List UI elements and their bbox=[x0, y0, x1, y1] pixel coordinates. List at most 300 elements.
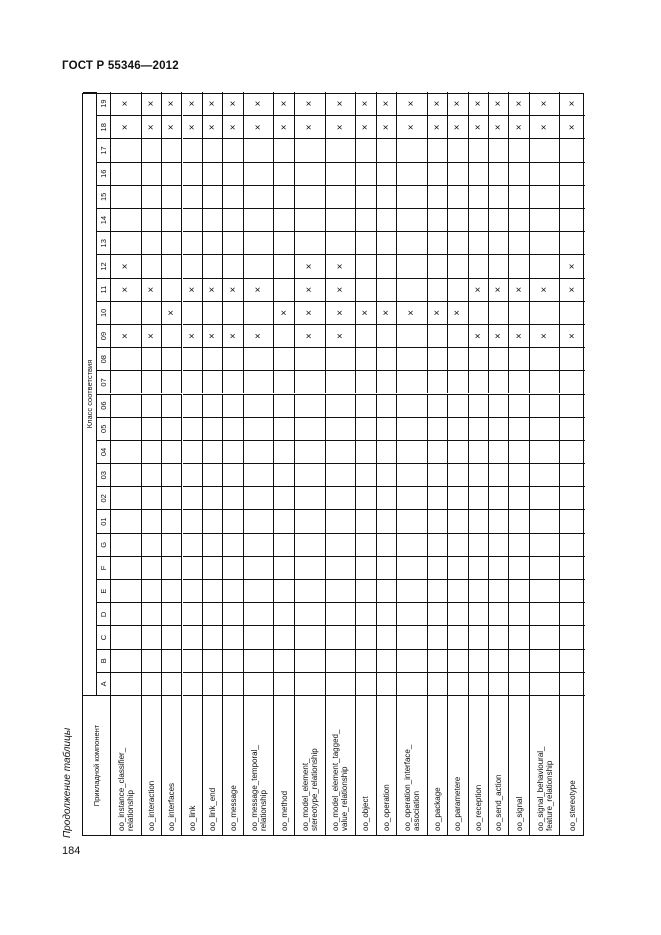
table-cell bbox=[509, 556, 529, 579]
table-cell bbox=[111, 440, 142, 463]
table-cell bbox=[223, 672, 243, 695]
table-cell bbox=[509, 231, 529, 254]
table-cell bbox=[183, 649, 203, 672]
table-cell bbox=[428, 509, 448, 532]
conformance-mark: × bbox=[227, 286, 239, 293]
table-cell bbox=[560, 185, 585, 208]
conformance-mark: × bbox=[406, 124, 418, 131]
component-cell: oo_operation_interface_ association bbox=[397, 695, 428, 835]
table-continuation-note: Продолжение таблицы bbox=[62, 727, 73, 838]
column-header-12: 12 bbox=[97, 254, 111, 277]
table-cell bbox=[183, 602, 203, 625]
column-header-B: B bbox=[97, 649, 111, 672]
table-cell bbox=[377, 602, 397, 625]
component-cell: oo_parametere bbox=[448, 695, 468, 835]
table-cell bbox=[469, 625, 489, 648]
conformance-mark: × bbox=[145, 100, 157, 107]
table-cell bbox=[326, 231, 357, 254]
table-cell bbox=[356, 440, 376, 463]
table-cell bbox=[509, 185, 529, 208]
table-cell bbox=[489, 208, 509, 231]
table-cell bbox=[377, 440, 397, 463]
table-cell bbox=[326, 254, 357, 277]
table-cell bbox=[469, 138, 489, 161]
table-cell bbox=[142, 602, 162, 625]
component-cell: oo_interaction bbox=[142, 695, 162, 835]
table-cell bbox=[560, 301, 585, 324]
conformance-mark: × bbox=[380, 309, 392, 316]
table-cell bbox=[489, 486, 509, 509]
conformance-mark: × bbox=[166, 309, 178, 316]
table-cell bbox=[111, 579, 142, 602]
table-cell bbox=[489, 278, 509, 301]
table-cell bbox=[489, 370, 509, 393]
table-cell bbox=[295, 278, 326, 301]
column-header-13: 13 bbox=[97, 231, 111, 254]
table-cell bbox=[356, 463, 376, 486]
table-cell bbox=[295, 509, 326, 532]
table-cell bbox=[111, 394, 142, 417]
conformance-mark: × bbox=[278, 100, 290, 107]
table-cell bbox=[244, 138, 275, 161]
table-cell bbox=[509, 486, 529, 509]
table-cell bbox=[295, 486, 326, 509]
conformance-mark: × bbox=[334, 309, 346, 316]
table-cell bbox=[469, 324, 489, 347]
table-cell bbox=[223, 254, 243, 277]
table-cell bbox=[203, 417, 223, 440]
table-cell bbox=[428, 92, 448, 115]
table-cell bbox=[111, 556, 142, 579]
table-cell bbox=[203, 185, 223, 208]
table-cell bbox=[274, 254, 294, 277]
conformance-mark: × bbox=[452, 124, 464, 131]
table-cell bbox=[397, 533, 428, 556]
table-cell bbox=[142, 301, 162, 324]
table-cell bbox=[162, 649, 182, 672]
table-cell bbox=[142, 138, 162, 161]
table-cell bbox=[295, 440, 326, 463]
table-cell bbox=[509, 115, 529, 138]
table-cell bbox=[448, 115, 468, 138]
table-cell bbox=[377, 625, 397, 648]
table-cell bbox=[448, 486, 468, 509]
table-cell bbox=[244, 208, 275, 231]
table-cell bbox=[489, 138, 509, 161]
table-cell bbox=[489, 347, 509, 370]
table-cell bbox=[326, 533, 357, 556]
table-cell bbox=[397, 254, 428, 277]
table-cell bbox=[274, 324, 294, 347]
table-cell bbox=[448, 301, 468, 324]
table-cell bbox=[142, 370, 162, 393]
component-cell: oo_signal bbox=[509, 695, 529, 835]
table-cell bbox=[183, 301, 203, 324]
table-cell bbox=[469, 509, 489, 532]
table-cell bbox=[428, 301, 448, 324]
conformance-mark: × bbox=[227, 124, 239, 131]
table-cell bbox=[295, 301, 326, 324]
table-cell bbox=[244, 579, 275, 602]
table-cell bbox=[162, 278, 182, 301]
table-cell bbox=[244, 533, 275, 556]
table-cell bbox=[509, 278, 529, 301]
table-cell bbox=[530, 394, 561, 417]
table-cell bbox=[142, 324, 162, 347]
table-cell bbox=[469, 417, 489, 440]
table-cell bbox=[489, 579, 509, 602]
table-cell bbox=[509, 463, 529, 486]
table-cell bbox=[356, 185, 376, 208]
table-cell bbox=[377, 278, 397, 301]
component-cell: oo_message_temporal_ relationship bbox=[244, 695, 275, 835]
table-cell bbox=[469, 301, 489, 324]
column-header-E: E bbox=[97, 579, 111, 602]
component-cell: oo_model_element_tagged_ value_relationship bbox=[326, 695, 357, 835]
table-cell bbox=[448, 138, 468, 161]
table-cell bbox=[326, 324, 357, 347]
table-cell bbox=[244, 463, 275, 486]
table-cell bbox=[326, 625, 357, 648]
table-cell bbox=[162, 394, 182, 417]
column-header-08: 08 bbox=[97, 347, 111, 370]
table-cell bbox=[448, 208, 468, 231]
table-cell bbox=[244, 301, 275, 324]
conformance-mark: × bbox=[120, 286, 132, 293]
table-cell bbox=[356, 394, 376, 417]
table-cell bbox=[397, 301, 428, 324]
table-cell bbox=[560, 417, 585, 440]
column-header-11: 11 bbox=[97, 278, 111, 301]
table-cell bbox=[326, 370, 357, 393]
table-cell bbox=[428, 162, 448, 185]
table-cell bbox=[377, 394, 397, 417]
table-cell bbox=[560, 370, 585, 393]
table-cell bbox=[223, 486, 243, 509]
table-cell bbox=[428, 649, 448, 672]
conformance-mark: × bbox=[493, 286, 505, 293]
table-cell bbox=[377, 509, 397, 532]
table-cell bbox=[530, 324, 561, 347]
table-cell bbox=[274, 394, 294, 417]
table-cell bbox=[295, 162, 326, 185]
table-cell bbox=[530, 347, 561, 370]
table-cell bbox=[183, 185, 203, 208]
table-cell bbox=[428, 486, 448, 509]
table-cell bbox=[183, 394, 203, 417]
table-cell bbox=[469, 208, 489, 231]
table-cell bbox=[356, 162, 376, 185]
conformance-mark: × bbox=[406, 100, 418, 107]
table-cell bbox=[223, 162, 243, 185]
table-cell bbox=[111, 509, 142, 532]
conformance-mark: × bbox=[253, 100, 265, 107]
conformance-mark: × bbox=[253, 124, 265, 131]
table-cell bbox=[326, 394, 357, 417]
table-cell bbox=[142, 347, 162, 370]
table-cell bbox=[274, 556, 294, 579]
table-cell bbox=[560, 533, 585, 556]
table-cell bbox=[428, 115, 448, 138]
table-cell bbox=[469, 115, 489, 138]
table-cell bbox=[295, 417, 326, 440]
table-cell bbox=[203, 394, 223, 417]
table-cell bbox=[326, 417, 357, 440]
table-cell bbox=[111, 231, 142, 254]
table-cell bbox=[509, 138, 529, 161]
conformance-mark: × bbox=[513, 124, 525, 131]
table-cell bbox=[428, 138, 448, 161]
column-header-05: 05 bbox=[97, 417, 111, 440]
table-cell bbox=[560, 602, 585, 625]
table-cell bbox=[489, 463, 509, 486]
table-cell bbox=[295, 115, 326, 138]
table-cell bbox=[397, 115, 428, 138]
conformance-mark: × bbox=[472, 286, 484, 293]
table-cell bbox=[326, 463, 357, 486]
table-cell bbox=[183, 115, 203, 138]
table-cell bbox=[397, 509, 428, 532]
table-cell bbox=[274, 463, 294, 486]
table-cell bbox=[111, 533, 142, 556]
table-cell bbox=[274, 301, 294, 324]
conformance-mark: × bbox=[493, 100, 505, 107]
table-cell bbox=[295, 254, 326, 277]
table-cell bbox=[295, 208, 326, 231]
table-cell bbox=[183, 92, 203, 115]
conformance-mark: × bbox=[207, 124, 219, 131]
table-cell bbox=[203, 208, 223, 231]
table-cell bbox=[428, 625, 448, 648]
column-header-G: G bbox=[97, 533, 111, 556]
table-cell bbox=[509, 301, 529, 324]
table-cell bbox=[356, 278, 376, 301]
table-cell bbox=[560, 162, 585, 185]
table-cell bbox=[469, 463, 489, 486]
table-cell bbox=[203, 602, 223, 625]
table-cell bbox=[448, 440, 468, 463]
table-cell bbox=[142, 162, 162, 185]
table-cell bbox=[397, 162, 428, 185]
table-cell bbox=[489, 162, 509, 185]
table-cell bbox=[356, 649, 376, 672]
component-cell: oo_message bbox=[223, 695, 243, 835]
table-cell bbox=[142, 672, 162, 695]
table-cell bbox=[162, 254, 182, 277]
conformance-mark: × bbox=[452, 309, 464, 316]
table-cell bbox=[448, 162, 468, 185]
conformance-mark: × bbox=[227, 100, 239, 107]
table-cell bbox=[142, 649, 162, 672]
table-cell bbox=[142, 417, 162, 440]
table-cell bbox=[326, 649, 357, 672]
table-cell bbox=[183, 208, 203, 231]
table-cell bbox=[142, 509, 162, 532]
table-cell bbox=[326, 278, 357, 301]
table-cell bbox=[162, 347, 182, 370]
table-cell bbox=[530, 486, 561, 509]
table-cell bbox=[448, 92, 468, 115]
table-cell bbox=[244, 162, 275, 185]
table-cell bbox=[274, 347, 294, 370]
table-cell bbox=[356, 602, 376, 625]
table-cell bbox=[397, 394, 428, 417]
table-cell bbox=[397, 208, 428, 231]
table-cell bbox=[244, 509, 275, 532]
table-cell bbox=[223, 602, 243, 625]
table-cell bbox=[203, 92, 223, 115]
table-cell bbox=[223, 556, 243, 579]
table-cell bbox=[469, 347, 489, 370]
column-header-19: 19 bbox=[97, 92, 111, 115]
table-cell bbox=[183, 672, 203, 695]
table-cell bbox=[142, 579, 162, 602]
table-cell bbox=[356, 208, 376, 231]
component-cell: oo_instance_classifier_ relationship bbox=[111, 695, 142, 835]
table-cell bbox=[111, 185, 142, 208]
table-cell bbox=[428, 463, 448, 486]
table-cell bbox=[326, 208, 357, 231]
table-cell bbox=[295, 231, 326, 254]
table-cell bbox=[142, 440, 162, 463]
conformance-mark: × bbox=[207, 100, 219, 107]
table-cell bbox=[183, 486, 203, 509]
table-cell bbox=[509, 579, 529, 602]
table-cell bbox=[560, 115, 585, 138]
table-cell bbox=[356, 370, 376, 393]
table-cell bbox=[162, 556, 182, 579]
conformance-mark: × bbox=[207, 286, 219, 293]
table-cell bbox=[397, 185, 428, 208]
table-cell bbox=[448, 672, 468, 695]
table-cell bbox=[142, 115, 162, 138]
table-cell bbox=[428, 208, 448, 231]
table-cell bbox=[244, 625, 275, 648]
conformance-mark: × bbox=[304, 100, 316, 107]
table-cell bbox=[530, 370, 561, 393]
table-cell bbox=[530, 463, 561, 486]
table-cell bbox=[509, 162, 529, 185]
table-cell bbox=[111, 324, 142, 347]
table-cell bbox=[274, 602, 294, 625]
conformance-mark: × bbox=[431, 100, 443, 107]
column-header-A: A bbox=[97, 672, 111, 695]
table-cell bbox=[183, 625, 203, 648]
table-cell bbox=[469, 370, 489, 393]
conformance-mark: × bbox=[145, 333, 157, 339]
table-cell bbox=[560, 347, 585, 370]
conformance-mark: × bbox=[380, 124, 392, 131]
table-cell bbox=[560, 92, 585, 115]
table-cell bbox=[377, 370, 397, 393]
table-cell bbox=[428, 672, 448, 695]
conformance-mark: × bbox=[120, 333, 132, 339]
table-cell bbox=[223, 185, 243, 208]
table-cell bbox=[111, 649, 142, 672]
table-cell bbox=[244, 486, 275, 509]
table-cell bbox=[326, 486, 357, 509]
table-cell bbox=[377, 231, 397, 254]
conformance-mark: × bbox=[145, 124, 157, 131]
component-cell: oo_reception bbox=[469, 695, 489, 835]
table-cell bbox=[397, 672, 428, 695]
table-cell bbox=[162, 486, 182, 509]
column-header-10: 10 bbox=[97, 301, 111, 324]
conformance-mark: × bbox=[253, 333, 265, 339]
table-cell bbox=[530, 231, 561, 254]
table-cell bbox=[142, 533, 162, 556]
table-cell bbox=[162, 208, 182, 231]
conformance-mark: × bbox=[493, 124, 505, 131]
table-cell bbox=[111, 625, 142, 648]
table-cell bbox=[428, 556, 448, 579]
table-cell bbox=[469, 602, 489, 625]
table-cell bbox=[244, 231, 275, 254]
conformance-mark: × bbox=[513, 333, 525, 339]
table-cell bbox=[203, 370, 223, 393]
column-header-04: 04 bbox=[97, 440, 111, 463]
conformance-mark: × bbox=[253, 286, 265, 293]
table-cell bbox=[489, 417, 509, 440]
table-cell bbox=[469, 579, 489, 602]
table-cell bbox=[428, 394, 448, 417]
table-cell bbox=[397, 463, 428, 486]
page-number: 184 bbox=[62, 845, 81, 857]
table-cell bbox=[183, 533, 203, 556]
table-cell bbox=[448, 533, 468, 556]
conformance-mark: × bbox=[539, 124, 551, 131]
table-cell bbox=[530, 602, 561, 625]
table-cell bbox=[274, 208, 294, 231]
table-cell bbox=[377, 556, 397, 579]
table-cell bbox=[326, 115, 357, 138]
table-cell bbox=[560, 509, 585, 532]
table-cell bbox=[203, 231, 223, 254]
table-cell bbox=[326, 185, 357, 208]
table-cell bbox=[448, 649, 468, 672]
conformance-mark: × bbox=[431, 309, 443, 316]
table-cell bbox=[530, 185, 561, 208]
table-cell bbox=[183, 370, 203, 393]
table-cell bbox=[428, 370, 448, 393]
table-cell bbox=[111, 115, 142, 138]
table-cell bbox=[560, 625, 585, 648]
table-cell bbox=[274, 440, 294, 463]
table-cell bbox=[397, 138, 428, 161]
conformance-mark: × bbox=[360, 309, 372, 316]
table-cell bbox=[560, 394, 585, 417]
table-cell bbox=[397, 347, 428, 370]
table-cell bbox=[223, 138, 243, 161]
table-cell bbox=[530, 254, 561, 277]
table-cell bbox=[530, 92, 561, 115]
table-cell bbox=[489, 672, 509, 695]
table-cell bbox=[469, 394, 489, 417]
column-header-C: C bbox=[97, 625, 111, 648]
table-cell bbox=[162, 463, 182, 486]
table-cell bbox=[469, 533, 489, 556]
table-cell bbox=[274, 672, 294, 695]
table-cell bbox=[274, 162, 294, 185]
table-cell bbox=[326, 138, 357, 161]
table-cell bbox=[183, 138, 203, 161]
table-cell bbox=[377, 672, 397, 695]
table-cell bbox=[203, 138, 223, 161]
table-cell bbox=[356, 115, 376, 138]
table-cell bbox=[142, 231, 162, 254]
column-header-01: 01 bbox=[97, 509, 111, 532]
table-cell bbox=[183, 556, 203, 579]
